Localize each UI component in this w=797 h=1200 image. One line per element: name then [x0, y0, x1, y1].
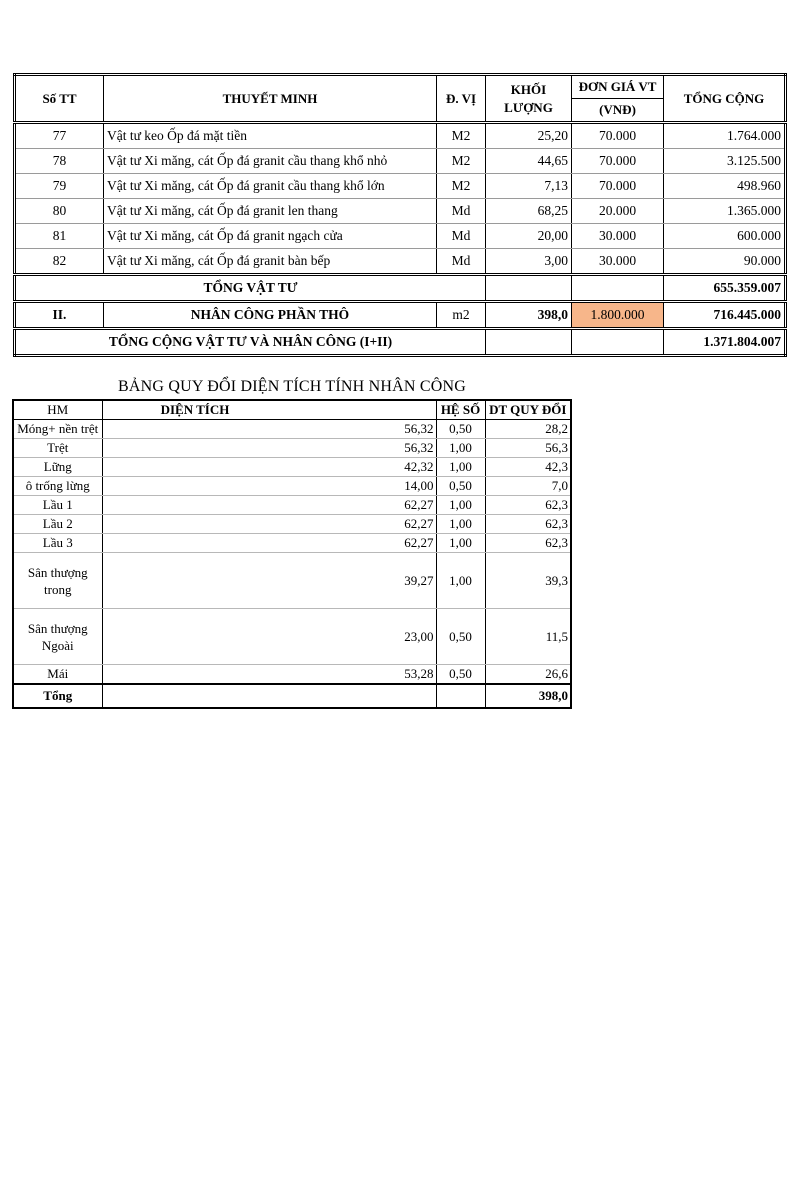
grand-total-value: 1.371.804.007 — [664, 329, 786, 356]
row-unit-price: 30.000 — [572, 249, 664, 275]
row-quantity: 7,13 — [486, 174, 572, 199]
header-quantity — [486, 75, 572, 123]
header-unit-price: ĐƠN GIÁ VT — [572, 75, 664, 99]
conv-item: Lững — [13, 458, 102, 477]
row-description: Vật tư Xi măng, cát Ốp đá granit cầu thang khổ nhỏ — [104, 149, 437, 174]
conv-area: 62,27 — [102, 515, 436, 534]
conv-converted: 42,3 — [485, 458, 571, 477]
row-total: 1.365.000 — [664, 199, 786, 224]
conv-area: 23,00 — [102, 609, 436, 665]
empty-cell — [572, 275, 664, 302]
conv-area: 14,00 — [102, 477, 436, 496]
conv-item: Mái — [13, 665, 102, 685]
row-unit: Md — [437, 249, 486, 275]
header-coef: HỆ SỐ — [436, 400, 485, 420]
row-unit-price: 30.000 — [572, 224, 664, 249]
conv-converted: 56,3 — [485, 439, 571, 458]
table-row — [15, 123, 786, 149]
conv-coef: 1,00 — [436, 515, 485, 534]
row-unit: M2 — [437, 149, 486, 174]
table-row — [13, 439, 571, 458]
conv-area: 39,27 — [102, 553, 436, 609]
labor-unit: m2 — [437, 302, 486, 329]
empty-cell — [436, 684, 485, 708]
conv-area: 56,32 — [102, 420, 436, 439]
table-row — [15, 224, 786, 249]
row-total: 3.125.500 — [664, 149, 786, 174]
conv-converted: 62,3 — [485, 534, 571, 553]
grand-total-row — [15, 329, 786, 356]
row-quantity: 68,25 — [486, 199, 572, 224]
header-item: HM — [13, 400, 102, 420]
row-unit: Md — [437, 224, 486, 249]
conv-item: Móng+ nền trệt — [13, 420, 102, 439]
conv-converted: 28,2 — [485, 420, 571, 439]
header-unit: Đ. VỊ — [437, 75, 486, 123]
table-row — [15, 249, 786, 275]
header-unit-price-currency: (VNĐ) — [572, 99, 664, 123]
table-row — [13, 420, 571, 439]
table-row — [13, 553, 571, 609]
header-area: DIỆN TÍCH — [102, 400, 436, 420]
conv-area: 42,32 — [102, 458, 436, 477]
conv-coef: 0,50 — [436, 609, 485, 665]
row-description: Vật tư Xi măng, cát Ốp đá granit cầu thang khổ lớn — [104, 174, 437, 199]
table-row — [13, 609, 571, 665]
row-unit-price: 70.000 — [572, 123, 664, 149]
row-stt: 79 — [15, 174, 104, 199]
conv-item: Trệt — [13, 439, 102, 458]
table-row — [13, 458, 571, 477]
row-quantity: 25,20 — [486, 123, 572, 149]
row-quantity: 3,00 — [486, 249, 572, 275]
conv-item: Sân thượng Ngoài — [13, 609, 102, 665]
header-quantity-line1: KHỐI — [510, 81, 547, 97]
row-quantity: 44,65 — [486, 149, 572, 174]
row-stt: 77 — [15, 123, 104, 149]
conversion-table-title: BẢNG QUY ĐỔI DIỆN TÍCH TÍNH NHÂN CÔNG — [118, 378, 466, 395]
row-total: 600.000 — [664, 224, 786, 249]
conv-coef: 1,00 — [436, 553, 485, 609]
conv-coef: 0,50 — [436, 665, 485, 685]
conv-converted: 26,6 — [485, 665, 571, 685]
grand-total-label: TỔNG CỘNG VẬT TƯ VÀ NHÂN CÔNG (I+II) — [15, 329, 486, 356]
conv-item: Sân thượng trong — [13, 553, 102, 609]
labor-stt: II. — [15, 302, 104, 329]
row-unit: Md — [437, 199, 486, 224]
labor-unit-price: 1.800.000 — [572, 302, 664, 329]
labor-row — [15, 302, 786, 329]
labor-quantity: 398,0 — [486, 302, 572, 329]
conv-converted: 7,0 — [485, 477, 571, 496]
conv-coef: 0,50 — [436, 420, 485, 439]
row-total: 1.764.000 — [664, 123, 786, 149]
table-row — [13, 496, 571, 515]
conv-area: 56,32 — [102, 439, 436, 458]
row-total: 498.960 — [664, 174, 786, 199]
conversion-total-row — [13, 684, 571, 708]
header-converted: DT QUY ĐỔI — [485, 400, 571, 420]
row-stt: 81 — [15, 224, 104, 249]
labor-total: 716.445.000 — [664, 302, 786, 329]
header-quantity-line2: LƯỢNG — [504, 99, 553, 115]
conv-coef: 0,50 — [436, 477, 485, 496]
row-description: Vật tư Xi măng, cát Ốp đá granit len thang — [104, 199, 437, 224]
conv-coef: 1,00 — [436, 458, 485, 477]
row-description: Vật tư Xi măng, cát Ốp đá granit ngạch cửa — [104, 224, 437, 249]
row-description: Vật tư Xi măng, cát Ốp đá granit bàn bếp — [104, 249, 437, 275]
empty-cell — [102, 684, 436, 708]
table-row — [13, 665, 571, 685]
conv-item: Lầu 1 — [13, 496, 102, 515]
empty-cell — [486, 329, 572, 356]
table-row — [13, 477, 571, 496]
conv-converted: 62,3 — [485, 515, 571, 534]
table-row — [15, 174, 786, 199]
labor-label: NHÂN CÔNG PHẦN THÔ — [104, 302, 437, 329]
table-row — [13, 515, 571, 534]
materials-total-label: TỔNG VẬT TƯ — [15, 275, 486, 302]
row-description: Vật tư keo Ốp đá mặt tiền — [104, 123, 437, 149]
materials-table — [13, 73, 787, 357]
empty-cell — [572, 329, 664, 356]
table-row — [13, 534, 571, 553]
conv-coef: 1,00 — [436, 439, 485, 458]
header-description: THUYẾT MINH — [104, 75, 437, 123]
conv-total-label: Tổng — [13, 684, 102, 708]
conv-area: 62,27 — [102, 496, 436, 515]
row-stt: 82 — [15, 249, 104, 275]
table-row — [15, 199, 786, 224]
conv-item: Lầu 3 — [13, 534, 102, 553]
row-stt: 80 — [15, 199, 104, 224]
conv-coef: 1,00 — [436, 496, 485, 515]
conversion-header-row — [13, 400, 571, 420]
row-unit-price: 20.000 — [572, 199, 664, 224]
area-conversion-table — [12, 399, 572, 709]
conv-item: Lầu 2 — [13, 515, 102, 534]
row-unit: M2 — [437, 174, 486, 199]
row-unit-price: 70.000 — [572, 174, 664, 199]
empty-cell — [486, 275, 572, 302]
header-stt: Số TT — [15, 75, 104, 123]
conv-converted: 11,5 — [485, 609, 571, 665]
conv-coef: 1,00 — [436, 534, 485, 553]
materials-total-value: 655.359.007 — [664, 275, 786, 302]
row-quantity: 20,00 — [486, 224, 572, 249]
conv-converted: 39,3 — [485, 553, 571, 609]
row-stt: 78 — [15, 149, 104, 174]
row-unit-price: 70.000 — [572, 149, 664, 174]
row-total: 90.000 — [664, 249, 786, 275]
conv-item: ô trống lừng — [13, 477, 102, 496]
row-unit: M2 — [437, 123, 486, 149]
conv-total-value: 398,0 — [485, 684, 571, 708]
table-row — [15, 149, 786, 174]
header-total: TỔNG CỘNG — [664, 75, 786, 123]
materials-total-row — [15, 275, 786, 302]
conv-area: 62,27 — [102, 534, 436, 553]
conv-converted: 62,3 — [485, 496, 571, 515]
conv-area: 53,28 — [102, 665, 436, 685]
